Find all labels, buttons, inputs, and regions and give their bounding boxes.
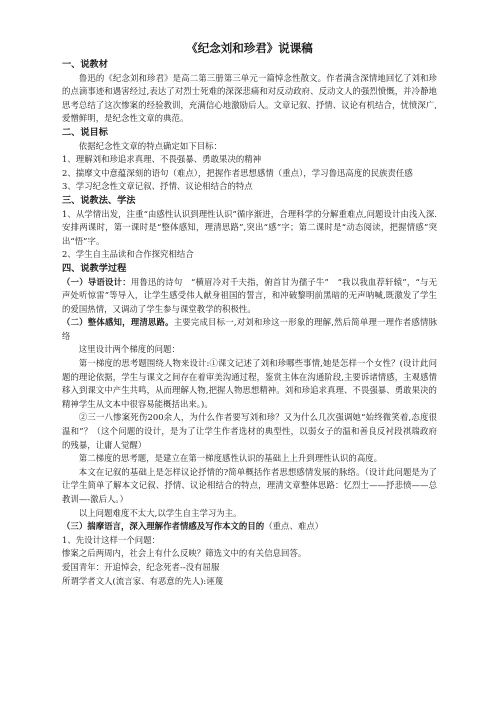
intro-design-text: 用鲁迅的诗句 “横眉冷对千夫指，俯首甘为孺子牛” “我以我血荐轩辕”，“与无声处听惊雷”等导入，让学生感受伟人献身祖国的誓言，和冲破黎明前黑暗的无声呐喊,既激发了学生的爱国热情，又调动了学生参与课堂教学的积极性。 [62, 276, 437, 314]
question-design-intro: 这里设计两个梯度的问题： [78, 344, 180, 355]
section-2-goal-2: 2、揣摩文中意蕴深刻的语句（难点），把握作者思想感情（重点），学习鲁迅高度的民族责任感 [62, 167, 413, 178]
language-answer-youth: 爱国青年：开追悼会，纪念死者--没有屈服 [62, 561, 220, 572]
section-4-intro-design [62, 276, 437, 317]
section-3-item-1: 1、从学情出发，注重“由感性认识到理性认识”循序渐进，合理科学的分解重难点,问题设计由浅入深.安排两课时，第一课时是“整体感知，理清思路”,突出“感”字；第二课时是“动态阅读，把握情感”突出“悟”字。 [62, 208, 437, 246]
section-2-goal-1: 1、理解刘和珍追求真理、不畏强暴、勇敢果决的精神 [62, 154, 262, 165]
question-level-2-detail: 本文在记叙的基础上是怎样议论抒情的?简单概括作者思想感情发展的脉络。（设计此问题是为了让学生简单了解本文记叙、抒情、议论相结合的特点，理清文章整体思路：忆烈士——抒悲愤——总教训—-激后人。） [62, 466, 437, 504]
section-4-language [62, 520, 437, 534]
question-level-2: 第二梯度的思考题，是建立在第一梯度感性认识的基础上上升到理性认识的高度。 [78, 453, 383, 464]
section-2-heading: 二、说目标 [62, 126, 108, 138]
section-1-heading: 一、说教材 [62, 59, 108, 70]
language-label: （三）揣摩语言，深入理解作者情感及写作本文的目的 [62, 521, 265, 532]
language-question-2: 惨案之后两周内，社会上有什么反映？筛选文中的有关信息回答。 [62, 548, 307, 559]
document-page [62, 40, 437, 588]
section-3-heading: 三、说教法、学法 [62, 194, 136, 206]
section-2-intro: 依据纪念性文章的特点确定如下目标： [78, 140, 223, 151]
document-title: 《纪念刘和珍君》说课稿 [186, 41, 313, 55]
section-4-overview [62, 316, 437, 343]
section-1-paragraph: 鲁迅的《纪念刘和珍君》是高二第三册第三单元一篇悼念性散文。作者满含深情地回忆了刘和珍的点滴事迹和遇害经过,表达了对烈士死难的深深悲痛和对反动政府、反动文人的强烈愤慨，并冷静地思考总结了这次惨案的经验教训，充满信心地激励后人。文章记叙、抒情、议论有机结合，忧愤深广,爱憎鲜明，是纪念性文章的典范。 [62, 72, 437, 124]
intro-design-label: （一）导语设计： [62, 276, 131, 287]
question-level-1: 第一梯度的思考题围绕人物来设计:①课文记述了刘和珍哪些事情,她是怎样一个女性？(设计此问题的理论依据，学生与课文之间存在着审美沟通过程，鉴赏主体在沟通阶段,主要诉诸情感，主观感情移入到课文中产生共鸣，从而理解人物,把握人物思想精神。刘和珍追求真理、不畏强暴、勇敢果决的精神学生从文本中很容易能概括出来。)。 [62, 358, 437, 409]
language-answer-scholars: 所谓学者文人(流言家、有恶意的先人):诬蔑 [62, 575, 224, 586]
overview-label: （二）整体感知，理清思路。 [62, 317, 174, 328]
section-4-heading: 四、说教学过程 [62, 262, 127, 274]
question-level-1-second: ②三一八惨案死伤200余人，为什么作者要写刘和珍？又为什么几次强调她“始终微笑着,态度很温和”？（这个问题的设计，是为了让学生作者选材的典型性，以弱女子的温和善良反衬段祺瑞政府的残暴，让庸人觉醒） [62, 412, 437, 450]
overview-text: 主要完成目标一,对刘和珍这一形象的理解,然后简单理一理作者感情脉络 [62, 317, 438, 341]
section-3-item-2: 2、学生自主品读和合作探究相结合 [62, 249, 194, 260]
language-text: （重点、难点） [264, 521, 324, 532]
section-2-goal-3: 3、学习纪念性文章记叙、抒情、议论相结合的特点 [62, 181, 253, 192]
question-difficulty-note: 以上问题难度不太大,以学生自主学习为主。 [78, 507, 242, 518]
language-question-1: 1、先设计这样一个问题： [62, 534, 161, 545]
